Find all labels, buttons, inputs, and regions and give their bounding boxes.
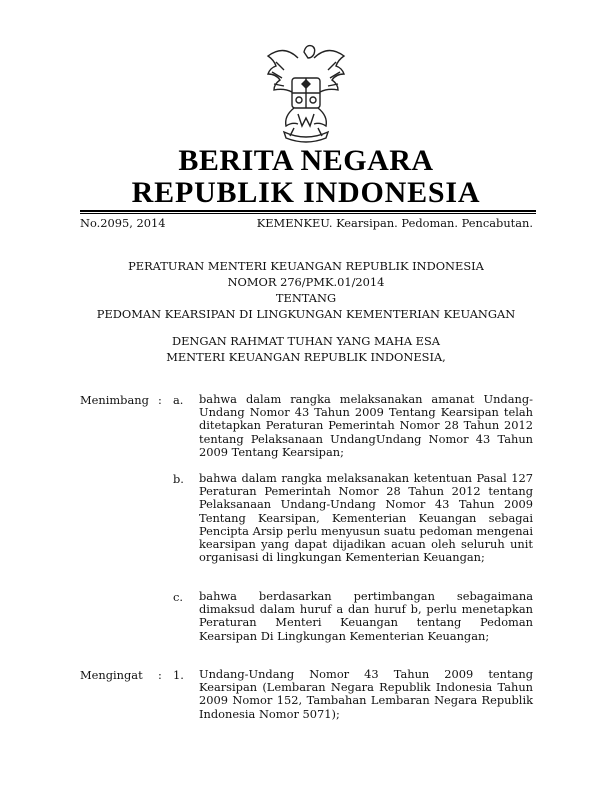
mengingat-label: Mengingat xyxy=(80,668,143,682)
header-divider-thin xyxy=(80,213,536,214)
menimbang-item-marker: c. xyxy=(173,590,184,604)
gazette-subtitle: REPUBLIK INDONESIA xyxy=(131,176,481,209)
menimbang-item-text: bahwa dalam rangka melaksanakan ketentuan Pasal 127 Peraturan Pemerintah Nomor 28 Tahun 2012 tentang Pelaksanaan Undang-Undang Nomor 43 Tahun 2009 Tentang Kearsipan, Kementerian Keuangan sebagai Pencipta Arsip perlu menyusun suatu pedoman mengenai kearsipan yang dapat dijadikan acuan oleh seluruh unit organisasi di lingkungan Kementerian Keuangan; xyxy=(199,471,533,565)
mengingat-colon: : xyxy=(158,668,162,682)
gazette-subject: KEMENKEU. Kearsipan. Pedoman. Pencabutan. xyxy=(256,216,533,230)
menimbang-item-marker: b. xyxy=(173,472,184,486)
header-divider-thick xyxy=(80,210,536,212)
gazette-number: No.2095, 2014 xyxy=(80,216,166,230)
invocation: DENGAN RAHMAT TUHAN YANG MAHA ESA xyxy=(171,334,441,348)
menimbang-item-text: bahwa dalam rangka melaksanakan amanat Undang-Undang Nomor 43 Tahun 2009 Tentang Kearsipan telah ditetapkan Peraturan Pemerintah Nomor 28 Tahun 2012 tentang Pelaksanaan UndangUndang Nomor 43 Tahun 2009 Tentang Kearsipan; xyxy=(199,392,533,459)
mengingat-item-marker: 1. xyxy=(173,668,184,682)
menimbang-colon: : xyxy=(158,393,162,407)
garuda-emblem-icon xyxy=(258,42,354,146)
gazette-title: BERITA NEGARA xyxy=(178,144,434,177)
menimbang-item-text: bahwa berdasarkan pertimbangan sebagaimana dimaksud dalam huruf a dan huruf b, perlu menetapkan Peraturan Menteri Keuangan tentang Pedoman Kearsipan Di Lingkungan Kementerian Keuangan; xyxy=(199,589,533,643)
issuing-authority: MENTERI KEUANGAN REPUBLIK INDONESIA, xyxy=(166,350,446,364)
regulation-about: TENTANG xyxy=(275,291,337,305)
regulation-title: PERATURAN MENTERI KEUANGAN REPUBLIK INDONESIA xyxy=(128,259,484,273)
mengingat-item-text: Undang-Undang Nomor 43 Tahun 2009 tentang Kearsipan (Lembaran Negara Republik Indonesia Tahun 2009 Nomor 152, Tambahan Lembaran Negara Republik Indonesia Nomor 5071); xyxy=(199,667,533,721)
menimbang-item-marker: a. xyxy=(173,393,184,407)
regulation-number: NOMOR 276/PMK.01/2014 xyxy=(227,275,385,289)
menimbang-label: Menimbang xyxy=(80,393,149,407)
regulation-subject: PEDOMAN KEARSIPAN DI LINGKUNGAN KEMENTERIAN KEUANGAN xyxy=(96,307,516,321)
